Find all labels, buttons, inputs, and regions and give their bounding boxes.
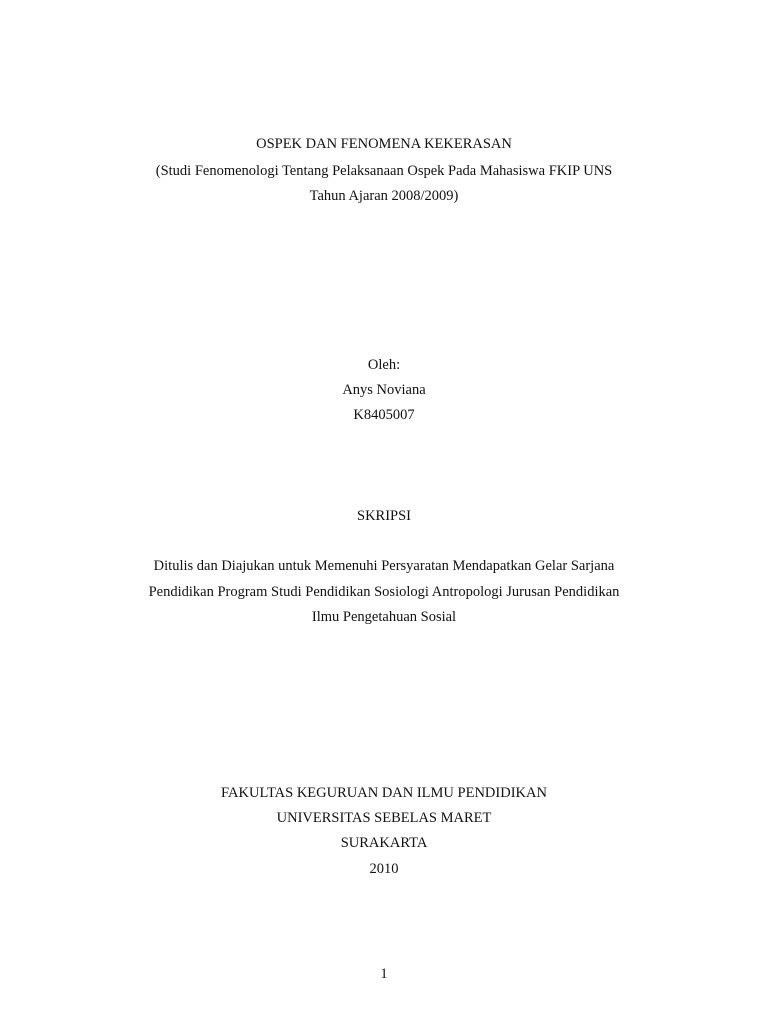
author-name: Anys Noviana — [342, 382, 426, 398]
purpose-line-2: Pendidikan Program Studi Pendidikan Sosiologi Antropologi Jurusan Pendidikan — [148, 584, 620, 600]
author-by-label: Oleh: — [367, 357, 401, 373]
thesis-title: OSPEK DAN FENOMENA KEKERASAN — [256, 136, 512, 152]
purpose-line-1: Ditulis dan Diajukan untuk Memenuhi Persyaratan Mendapatkan Gelar Sarjana — [153, 558, 615, 574]
faculty-name: FAKULTAS KEGURUAN DAN ILMU PENDIDIKAN — [221, 785, 547, 801]
student-id: K8405007 — [353, 407, 415, 423]
university-name: UNIVERSITAS SEBELAS MARET — [276, 810, 492, 826]
year: 2010 — [369, 861, 399, 877]
document-type: SKRIPSI — [357, 508, 411, 524]
city-name: SURAKARTA — [340, 835, 428, 851]
thesis-subtitle-line-1: (Studi Fenomenologi Tentang Pelaksanaan Ospek Pada Mahasiswa FKIP UNS — [155, 163, 613, 179]
page-number: 1 — [380, 966, 388, 982]
purpose-line-3: Ilmu Pengetahuan Sosial — [311, 609, 457, 625]
thesis-subtitle-line-2: Tahun Ajaran 2008/2009) — [309, 188, 459, 204]
